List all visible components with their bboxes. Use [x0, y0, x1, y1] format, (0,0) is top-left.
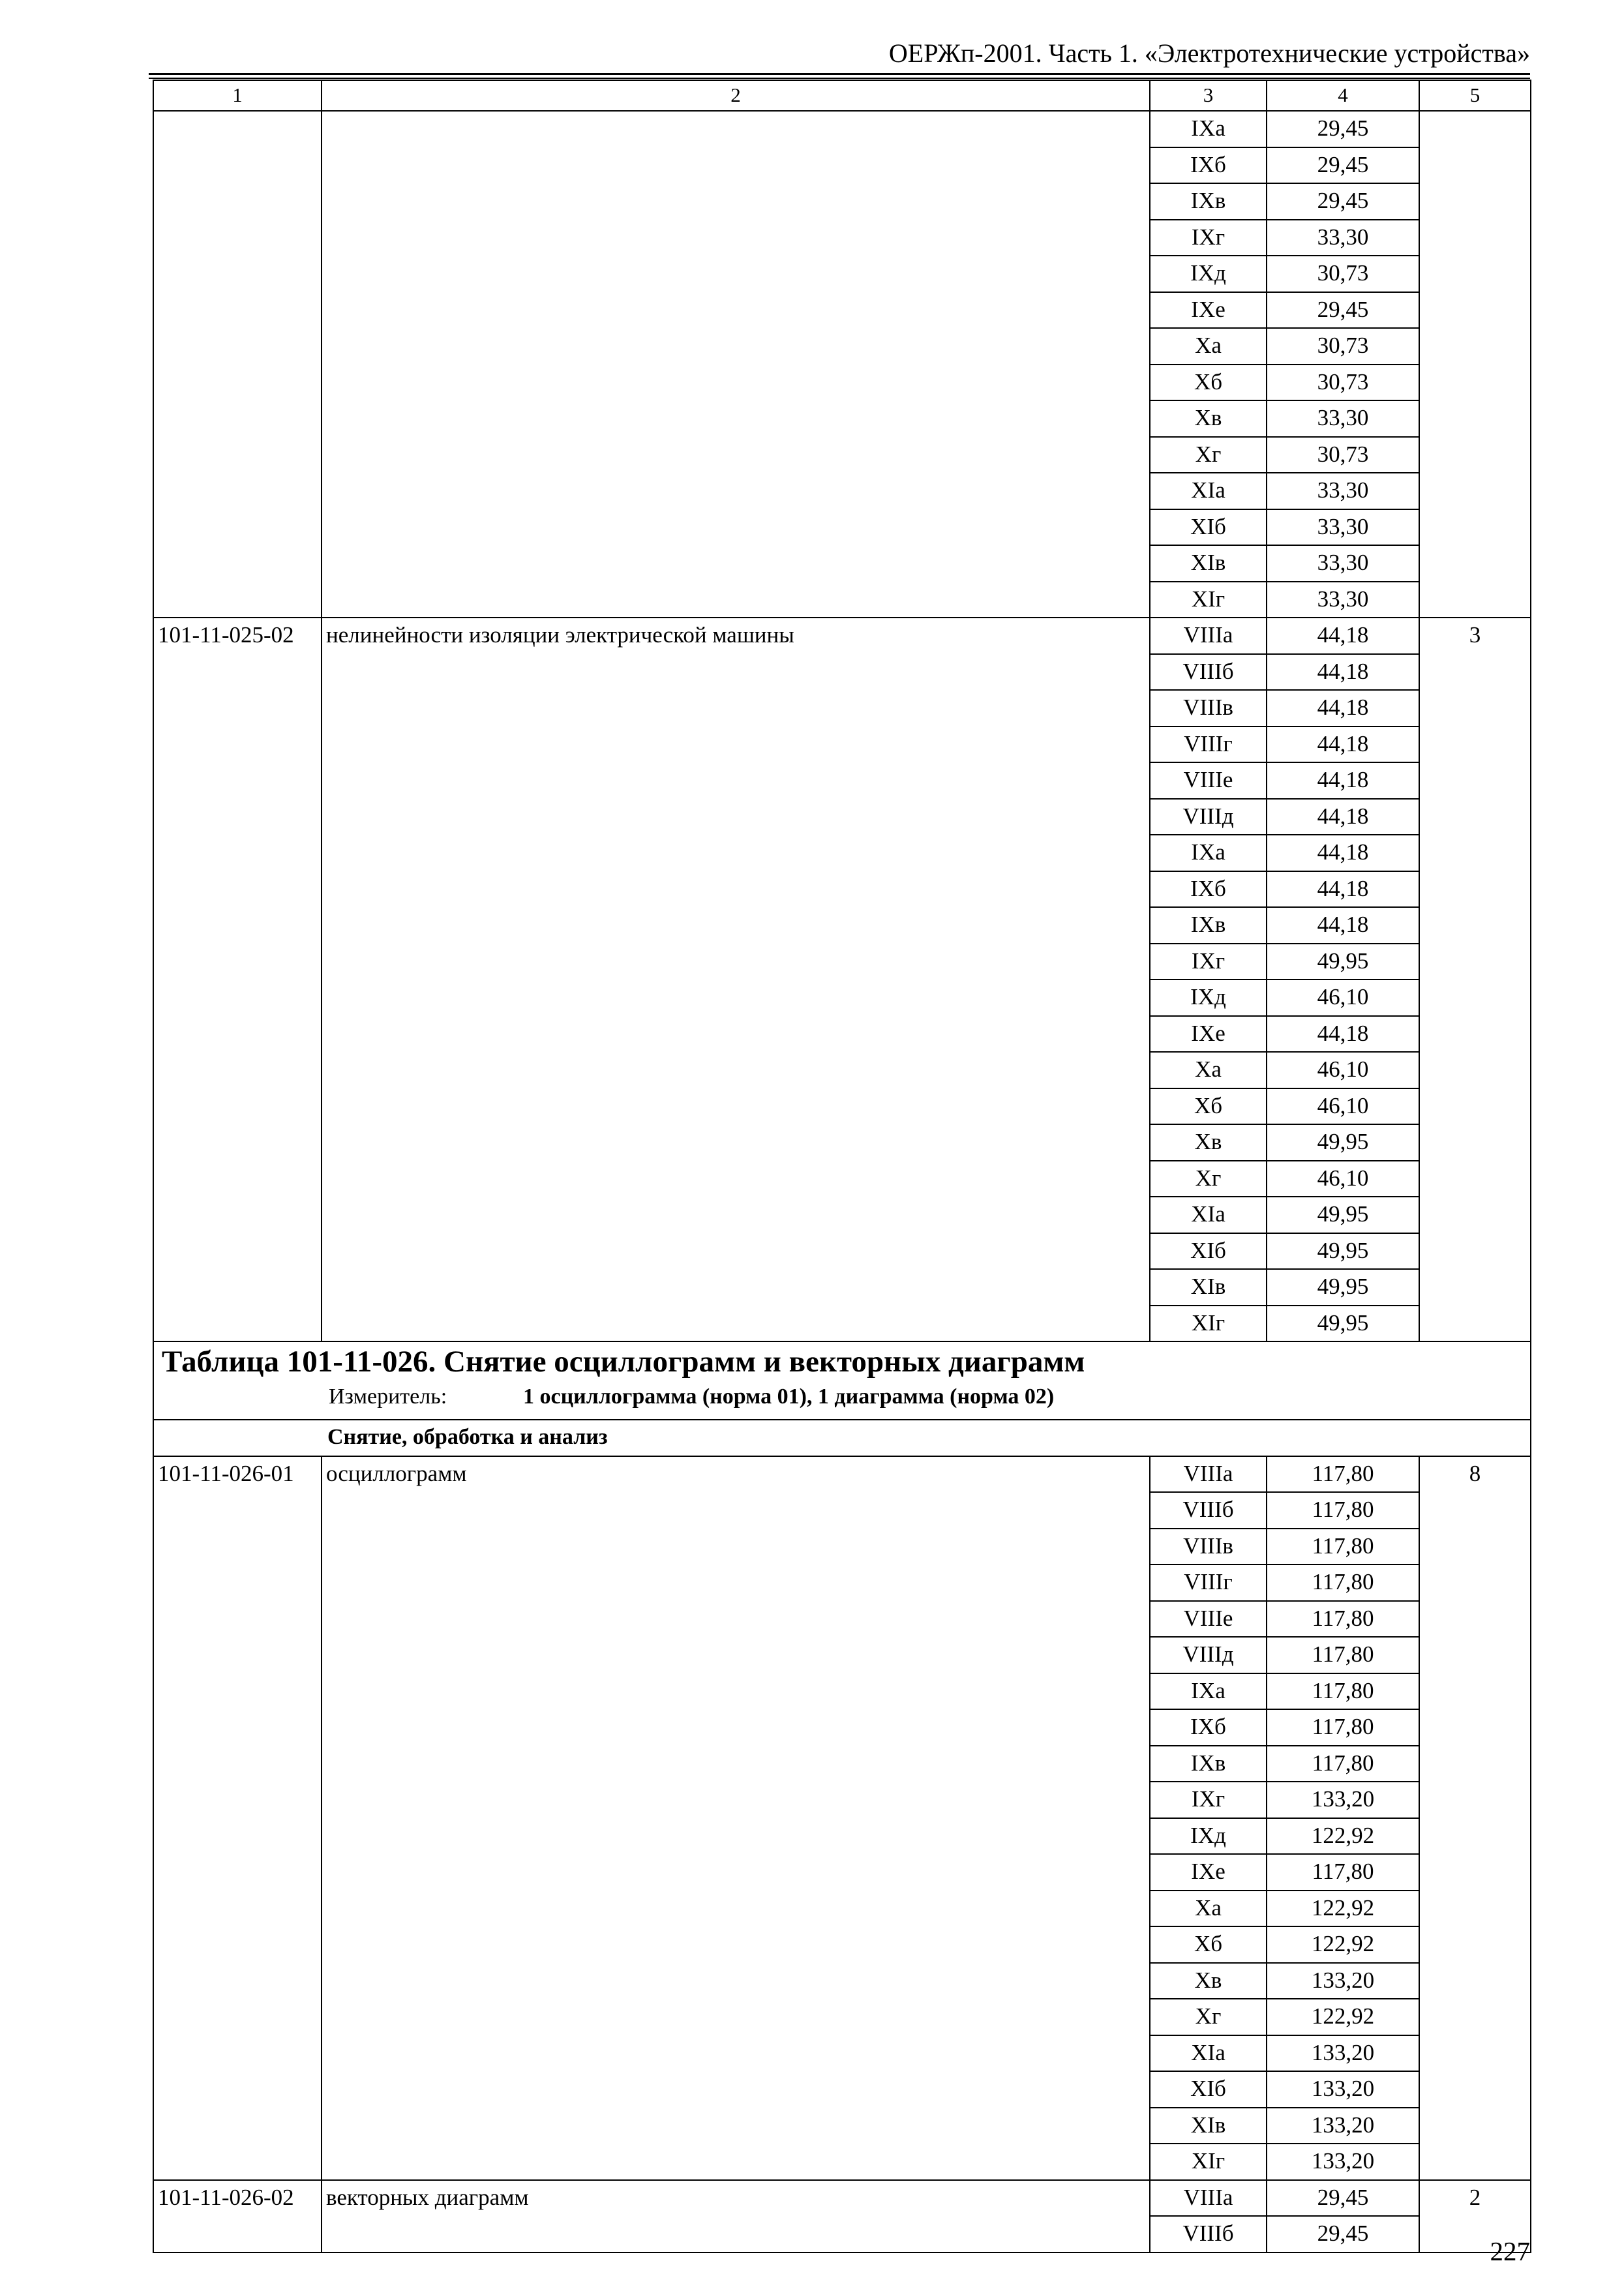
- rate-value-cell: 117,80: [1267, 1601, 1419, 1638]
- category-cell: VIIIе: [1150, 1601, 1267, 1638]
- rate-value-cell: 122,92: [1267, 1926, 1419, 1963]
- category-cell: ХIа: [1150, 473, 1267, 509]
- category-cell: IХд: [1150, 980, 1267, 1016]
- rate-code: [153, 111, 322, 618]
- rate-value-cell: 122,92: [1267, 1891, 1419, 1927]
- rate-value-cell: 117,80: [1267, 1854, 1419, 1891]
- rate-value-cell: 44,18: [1267, 835, 1419, 871]
- category-cell: ХIб: [1150, 509, 1267, 546]
- category-cell: IХе: [1150, 1016, 1267, 1053]
- rate-value-cell: 44,18: [1267, 1016, 1419, 1053]
- column-number: 2: [322, 80, 1150, 111]
- table-title-cell: [153, 1341, 1531, 1420]
- category-cell: VIIIе: [1150, 762, 1267, 799]
- meter-value: 1 осциллограмма (норма 01), 1 диаграмма (норма 02): [523, 1384, 1055, 1409]
- section-row: [153, 1420, 1531, 1456]
- category-cell: IХд: [1150, 1818, 1267, 1855]
- rate-value-cell: 44,18: [1267, 907, 1419, 944]
- category-cell: VIIIд: [1150, 799, 1267, 835]
- work-description: нелинейности изоляции электрической машины: [322, 618, 1150, 1341]
- rate-value-cell: 29,45: [1267, 2216, 1419, 2252]
- category-cell: Ха: [1150, 328, 1267, 365]
- rate-value-cell: 46,10: [1267, 1052, 1419, 1088]
- category-cell: VIIIг: [1150, 1564, 1267, 1601]
- rate-value-cell: 117,80: [1267, 1456, 1419, 1493]
- category-cell: ХIа: [1150, 2035, 1267, 2072]
- column-number: 4: [1267, 80, 1419, 111]
- category-cell: Хб: [1150, 365, 1267, 401]
- rate-value-cell: 29,45: [1267, 2180, 1419, 2217]
- category-cell: VIIIв: [1150, 690, 1267, 726]
- rate-value-cell: 44,18: [1267, 618, 1419, 654]
- rate-value-cell: 117,80: [1267, 1529, 1419, 1565]
- category-cell: ХIг: [1150, 2144, 1267, 2180]
- meter-line: [158, 1381, 1526, 1413]
- rate-value-cell: 133,20: [1267, 2035, 1419, 2072]
- column-5-value: 8: [1419, 1456, 1531, 2180]
- column-number: 3: [1150, 80, 1267, 111]
- rate-value-cell: 33,30: [1267, 220, 1419, 256]
- header-rule: [149, 78, 1530, 79]
- category-cell: ХIб: [1150, 2071, 1267, 2108]
- category-cell: IХб: [1150, 147, 1267, 184]
- category-cell: VIIIг: [1150, 726, 1267, 763]
- category-cell: Ха: [1150, 1891, 1267, 1927]
- category-cell: VIIIб: [1150, 2216, 1267, 2252]
- page-number: 227: [1490, 2236, 1530, 2266]
- category-cell: IХа: [1150, 835, 1267, 871]
- category-cell: IХа: [1150, 111, 1267, 147]
- work-description: осциллограмм: [322, 1456, 1150, 2180]
- rate-value-cell: 133,20: [1267, 2144, 1419, 2180]
- table-row: [153, 111, 1531, 147]
- rate-value-cell: 29,45: [1267, 147, 1419, 184]
- table-row: [153, 1456, 1531, 1493]
- rate-value-cell: 44,18: [1267, 690, 1419, 726]
- rate-value-cell: 49,95: [1267, 1269, 1419, 1306]
- rate-value-cell: 49,95: [1267, 1124, 1419, 1161]
- column-5-value: 3: [1419, 618, 1531, 1341]
- rate-value-cell: 30,73: [1267, 328, 1419, 365]
- category-cell: IХе: [1150, 1854, 1267, 1891]
- rate-value-cell: 33,30: [1267, 400, 1419, 437]
- meter-label: Измеритель:: [329, 1384, 447, 1409]
- category-cell: IХа: [1150, 1673, 1267, 1710]
- category-cell: Хг: [1150, 437, 1267, 473]
- category-cell: Хв: [1150, 1124, 1267, 1161]
- category-cell: VIIIа: [1150, 2180, 1267, 2217]
- category-cell: IХг: [1150, 1782, 1267, 1818]
- header-rule: [149, 73, 1530, 75]
- rate-value-cell: 44,18: [1267, 871, 1419, 908]
- rate-value-cell: 29,45: [1267, 183, 1419, 220]
- category-cell: IХв: [1150, 183, 1267, 220]
- category-cell: Хг: [1150, 1161, 1267, 1197]
- category-cell: ХIв: [1150, 545, 1267, 582]
- rates-table: [153, 80, 1531, 2253]
- category-cell: Хг: [1150, 1999, 1267, 2035]
- category-cell: VIIIа: [1150, 618, 1267, 654]
- rate-value-cell: 117,80: [1267, 1564, 1419, 1601]
- category-cell: Ха: [1150, 1052, 1267, 1088]
- rate-value-cell: 30,73: [1267, 365, 1419, 401]
- rate-value-cell: 49,95: [1267, 1306, 1419, 1342]
- category-cell: VIIIб: [1150, 1492, 1267, 1529]
- column-number: 1: [153, 80, 322, 111]
- rate-value-cell: 30,73: [1267, 256, 1419, 292]
- rate-value-cell: 117,80: [1267, 1709, 1419, 1746]
- category-cell: IХд: [1150, 256, 1267, 292]
- rate-value-cell: 133,20: [1267, 1963, 1419, 1999]
- rate-value-cell: 117,80: [1267, 1746, 1419, 1782]
- category-cell: IХб: [1150, 871, 1267, 908]
- rate-value-cell: 46,10: [1267, 980, 1419, 1016]
- rate-value-cell: 46,10: [1267, 1088, 1419, 1125]
- category-cell: Хв: [1150, 400, 1267, 437]
- rate-value-cell: 117,80: [1267, 1492, 1419, 1529]
- table-row: [153, 618, 1531, 654]
- category-cell: ХIа: [1150, 1197, 1267, 1233]
- category-cell: IХе: [1150, 292, 1267, 329]
- rate-value-cell: 133,20: [1267, 2071, 1419, 2108]
- category-cell: Хв: [1150, 1963, 1267, 1999]
- rate-code: 101-11-026-01: [153, 1456, 322, 2180]
- column-number-row: [153, 80, 1531, 111]
- category-cell: IХг: [1150, 944, 1267, 980]
- table-row: [153, 2180, 1531, 2217]
- rate-code: 101-11-025-02: [153, 618, 322, 1341]
- category-cell: ХIг: [1150, 1306, 1267, 1342]
- category-cell: VIIIб: [1150, 654, 1267, 691]
- rate-value-cell: 44,18: [1267, 726, 1419, 763]
- category-cell: ХIв: [1150, 1269, 1267, 1306]
- rate-value-cell: 33,30: [1267, 509, 1419, 546]
- rate-value-cell: 117,80: [1267, 1637, 1419, 1673]
- rate-value-cell: 49,95: [1267, 1197, 1419, 1233]
- table-title-row: [153, 1341, 1531, 1420]
- rate-value-cell: 30,73: [1267, 437, 1419, 473]
- category-cell: ХIб: [1150, 1233, 1267, 1270]
- rate-value-cell: 133,20: [1267, 2108, 1419, 2144]
- rate-value-cell: 29,45: [1267, 292, 1419, 329]
- rate-value-cell: 49,95: [1267, 1233, 1419, 1270]
- rate-value-cell: 29,45: [1267, 111, 1419, 147]
- rate-value-cell: 33,30: [1267, 545, 1419, 582]
- rate-value-cell: 46,10: [1267, 1161, 1419, 1197]
- category-cell: VIIIв: [1150, 1529, 1267, 1565]
- rate-value-cell: 33,30: [1267, 473, 1419, 509]
- category-cell: VIIIд: [1150, 1637, 1267, 1673]
- category-cell: IХб: [1150, 1709, 1267, 1746]
- table-title: Таблица 101-11-026. Снятие осциллограмм и векторных диаграмм: [162, 1345, 1085, 1379]
- rate-value-cell: 44,18: [1267, 799, 1419, 835]
- work-description: [322, 111, 1150, 618]
- section-heading: Снятие, обработка и анализ: [153, 1420, 1531, 1456]
- column-5-value: [1419, 111, 1531, 618]
- rate-value-cell: 33,30: [1267, 582, 1419, 618]
- rate-value-cell: 122,92: [1267, 1818, 1419, 1855]
- rate-value-cell: 133,20: [1267, 1782, 1419, 1818]
- work-description: векторных диаграмм: [322, 2180, 1150, 2252]
- category-cell: ХIв: [1150, 2108, 1267, 2144]
- rate-value-cell: 117,80: [1267, 1673, 1419, 1710]
- category-cell: IХг: [1150, 220, 1267, 256]
- category-cell: IХв: [1150, 1746, 1267, 1782]
- category-cell: Хб: [1150, 1088, 1267, 1125]
- category-cell: Хб: [1150, 1926, 1267, 1963]
- rate-value-cell: 49,95: [1267, 944, 1419, 980]
- category-cell: ХIг: [1150, 582, 1267, 618]
- rate-value-cell: 122,92: [1267, 1999, 1419, 2035]
- category-cell: VIIIа: [1150, 1456, 1267, 1493]
- category-cell: IХв: [1150, 907, 1267, 944]
- rate-code: 101-11-026-02: [153, 2180, 322, 2252]
- column-number: 5: [1419, 80, 1531, 111]
- rate-value-cell: 44,18: [1267, 654, 1419, 691]
- column-5-value: 2: [1419, 2180, 1531, 2252]
- rate-value-cell: 44,18: [1267, 762, 1419, 799]
- page-header: ОЕРЖп-2001. Часть 1. «Электротехнические устройства»: [888, 38, 1530, 68]
